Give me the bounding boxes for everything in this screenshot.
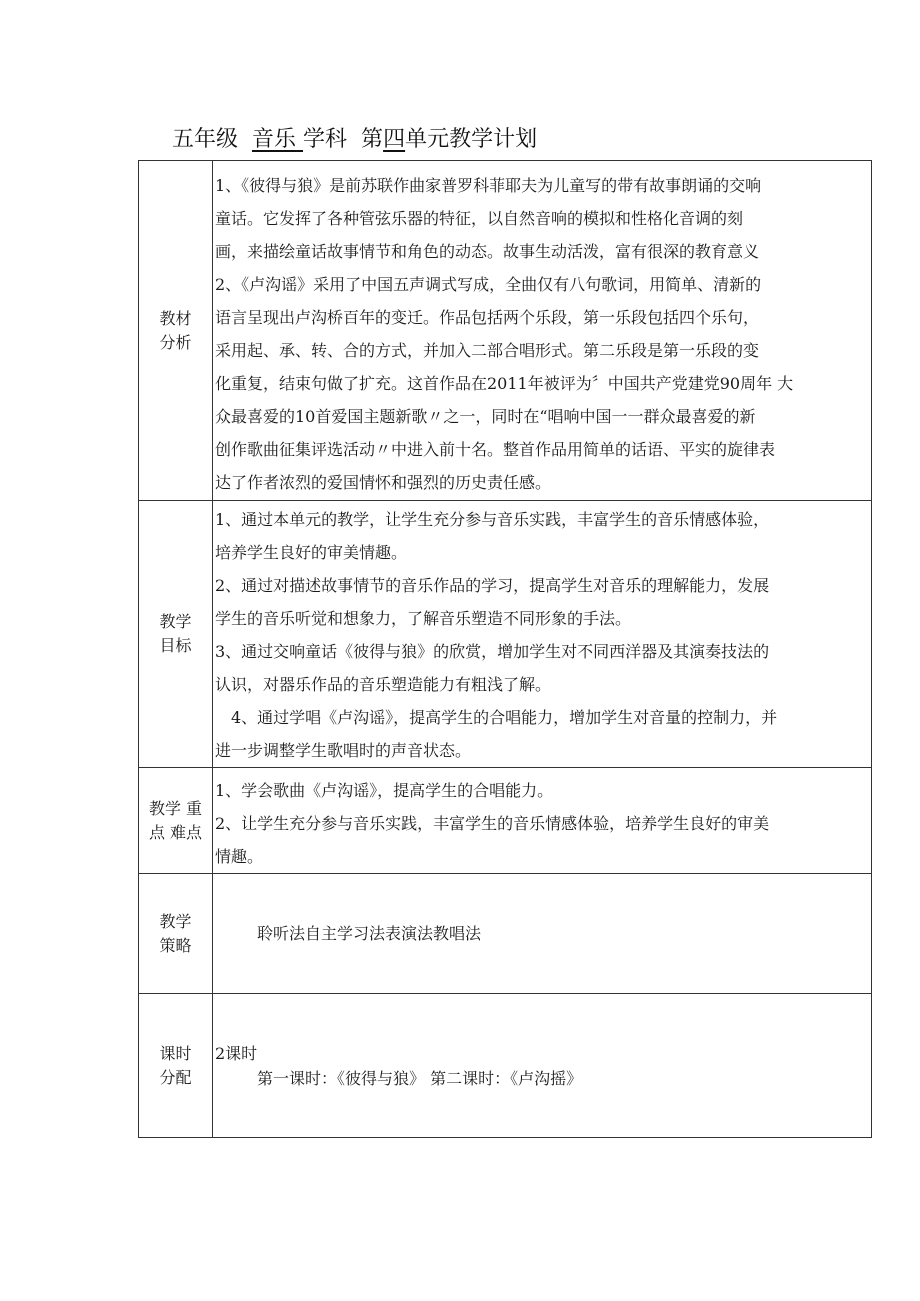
row-focus <box>139 768 872 874</box>
teaching-plan-table <box>138 160 872 1138</box>
label-schedule: 课时 分配 <box>139 994 213 1138</box>
row-goals <box>139 501 872 768</box>
label-materials: 教材 分析 <box>139 161 213 501</box>
row-materials <box>139 161 872 501</box>
schedule-detail: 第一课时：《彼得与狼》 第二课时：《卢沟摇》 <box>257 1068 583 1088</box>
label-strategy: 教学 策略 <box>139 874 213 994</box>
title-unit-prefix: 第 <box>361 127 384 152</box>
content-schedule <box>213 994 872 1138</box>
content-focus: 1、学会歌曲《卢沟谣》，提高学生的合唱能力。 2、让学生充分参与音乐实践，丰富学生的音乐情感体验，培养学生良好的审美 情趣。 <box>213 768 872 874</box>
title-grade: 五年级 <box>172 127 239 152</box>
title-unit-suffix: 单元教学计划 <box>405 127 538 152</box>
content-materials: 1、《彼得与狼》是前苏联作曲家普罗科菲耶夫为儿童写的带有故事朗诵的交响 童话。它发挥了各种管弦乐器的特征，以自然音响的模拟和性格化音调的刻 画，来描绘童话故事情节和角色的动态。故事生动活泼，富有很深的教育意义 2、《卢沟谣》采用了中国五声调式写成，全曲仅有八句歌词，用简单、清新的 语言呈现出卢沟桥百年的变迁。作品包括两个乐段，第一乐段包括四个乐句， 采用起、承、转、合的方式，并加入二部合唱形式。第二乐段是第一乐段的变 化重复，结束句做了扩充。这首作品在2011年被评为〞中国共产党建党90周年 大 众最喜爱的10首爱国主题新歌〃之一，同时在“唱响中国一一群众最喜爱的新 创作歌曲征集评选活动〃中进入前十名。整首作品用简单的话语、平实的旋律表 达了作者浓烈的爱国情怀和强烈的历史责任感。 <box>213 161 872 501</box>
row-schedule <box>139 994 872 1138</box>
content-goals: 1、通过本单元的教学，让学生充分参与音乐实践，丰富学生的音乐情感体验， 培养学生良好的审美情趣。 2、通过对描述故事情节的音乐作品的学习，提高学生对音乐的理解能力，发展 学生的音乐听觉和想象力，了解音乐塑造不同形象的手法。 3、通过交响童话《彼得与狼》的欣赏，增加学生对不同西洋器及其演奏技法的 认识，对器乐作品的音乐塑造能力有粗浅了解。 4、通过学唱《卢沟谣》，提高学生的合唱能力，增加学生对音量的控制力，并 进一步调整学生歌唱时的声音状态。 <box>213 501 872 768</box>
label-goals: 教学 目标 <box>139 501 213 768</box>
schedule-total: 2课时 <box>215 1043 258 1063</box>
title-subject: 音乐 <box>252 127 297 152</box>
content-strategy: 聆听法自主学习法表演法教唱法 <box>213 874 872 994</box>
row-strategy <box>139 874 872 994</box>
title-subject-suffix: 学科 <box>303 127 348 152</box>
page-title <box>172 122 537 158</box>
label-focus: 教学 重 点 难点 <box>139 768 213 874</box>
title-unit-number: 四 <box>383 127 406 152</box>
